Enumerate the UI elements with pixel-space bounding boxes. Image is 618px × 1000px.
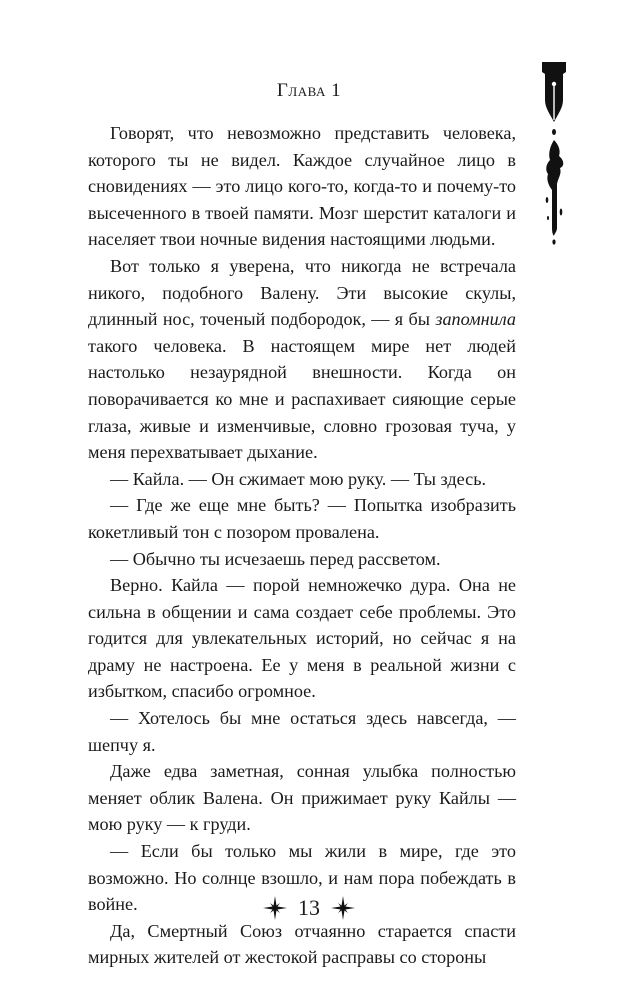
body-text xyxy=(88,120,516,971)
paragraph: — Хотелось бы мне остаться здесь навсегда, — шепчу я. xyxy=(88,708,516,755)
paragraph: Говорят, что невозможно представить человека, которого ты не видел. Каждое случайное лицо в сновидениях — это лицо кого-то, когда-то и почему-то высеченного в твоей памяти. Мозг шерстит каталоги и населяет твои ночные видения настоящими людьми. xyxy=(88,123,516,250)
paragraph: — Обычно ты исчезаешь перед рассветом. xyxy=(110,548,441,569)
fountain-pen-icon xyxy=(536,60,572,250)
paragraph: Вот только я уверена, что никогда не встречала никого, подобного Валену. Эти высокие скулы, длинный нос, точеный подбородок, — я бы запомнила такого человека. В настоящем мире нет людей настолько незаурядной внешности. Когда он поворачивается ко мне и распахивает сияющие серые глаза, живые и изменчивые, словно грозовая туча, у меня перехватывает дыхание. xyxy=(88,255,516,463)
page-number: 13 xyxy=(298,895,320,920)
emphasis: запомнила xyxy=(435,309,516,330)
paragraph: Верно. Кайла — порой немножечко дура. Она не сильна в общении и сама создает себе проблемы. Это годится для увлекательных историй, но сейчас я на драму не настроена. Ее у меня в реальной жизни с избытком, спасибо огромное. xyxy=(88,575,516,702)
chapter-title: Глава 1 xyxy=(276,80,342,101)
star-left-icon xyxy=(262,895,288,921)
paragraph: — Где же еще мне быть? — Попытка изобразить кокетливый тон с позором провалена. xyxy=(88,495,516,542)
page-footer xyxy=(0,895,618,921)
star-right-icon xyxy=(330,895,356,921)
paragraph: Да, Смертный Союз отчаянно старается спасти мирных жителей от жестокой расправы со стороны xyxy=(88,920,516,968)
paragraph: — Если бы только мы жили в мире, где это возможно. Но солнце взошло, и нам пора побеждать в войне. xyxy=(88,841,516,915)
paragraph: — Кайла. — Он сжимает мою руку. — Ты здесь. xyxy=(110,468,487,489)
paragraph: Даже едва заметная, сонная улыбка полностью меняет облик Валена. Он прижимает руку Кайлы — мою руку — к груди. xyxy=(88,761,516,835)
